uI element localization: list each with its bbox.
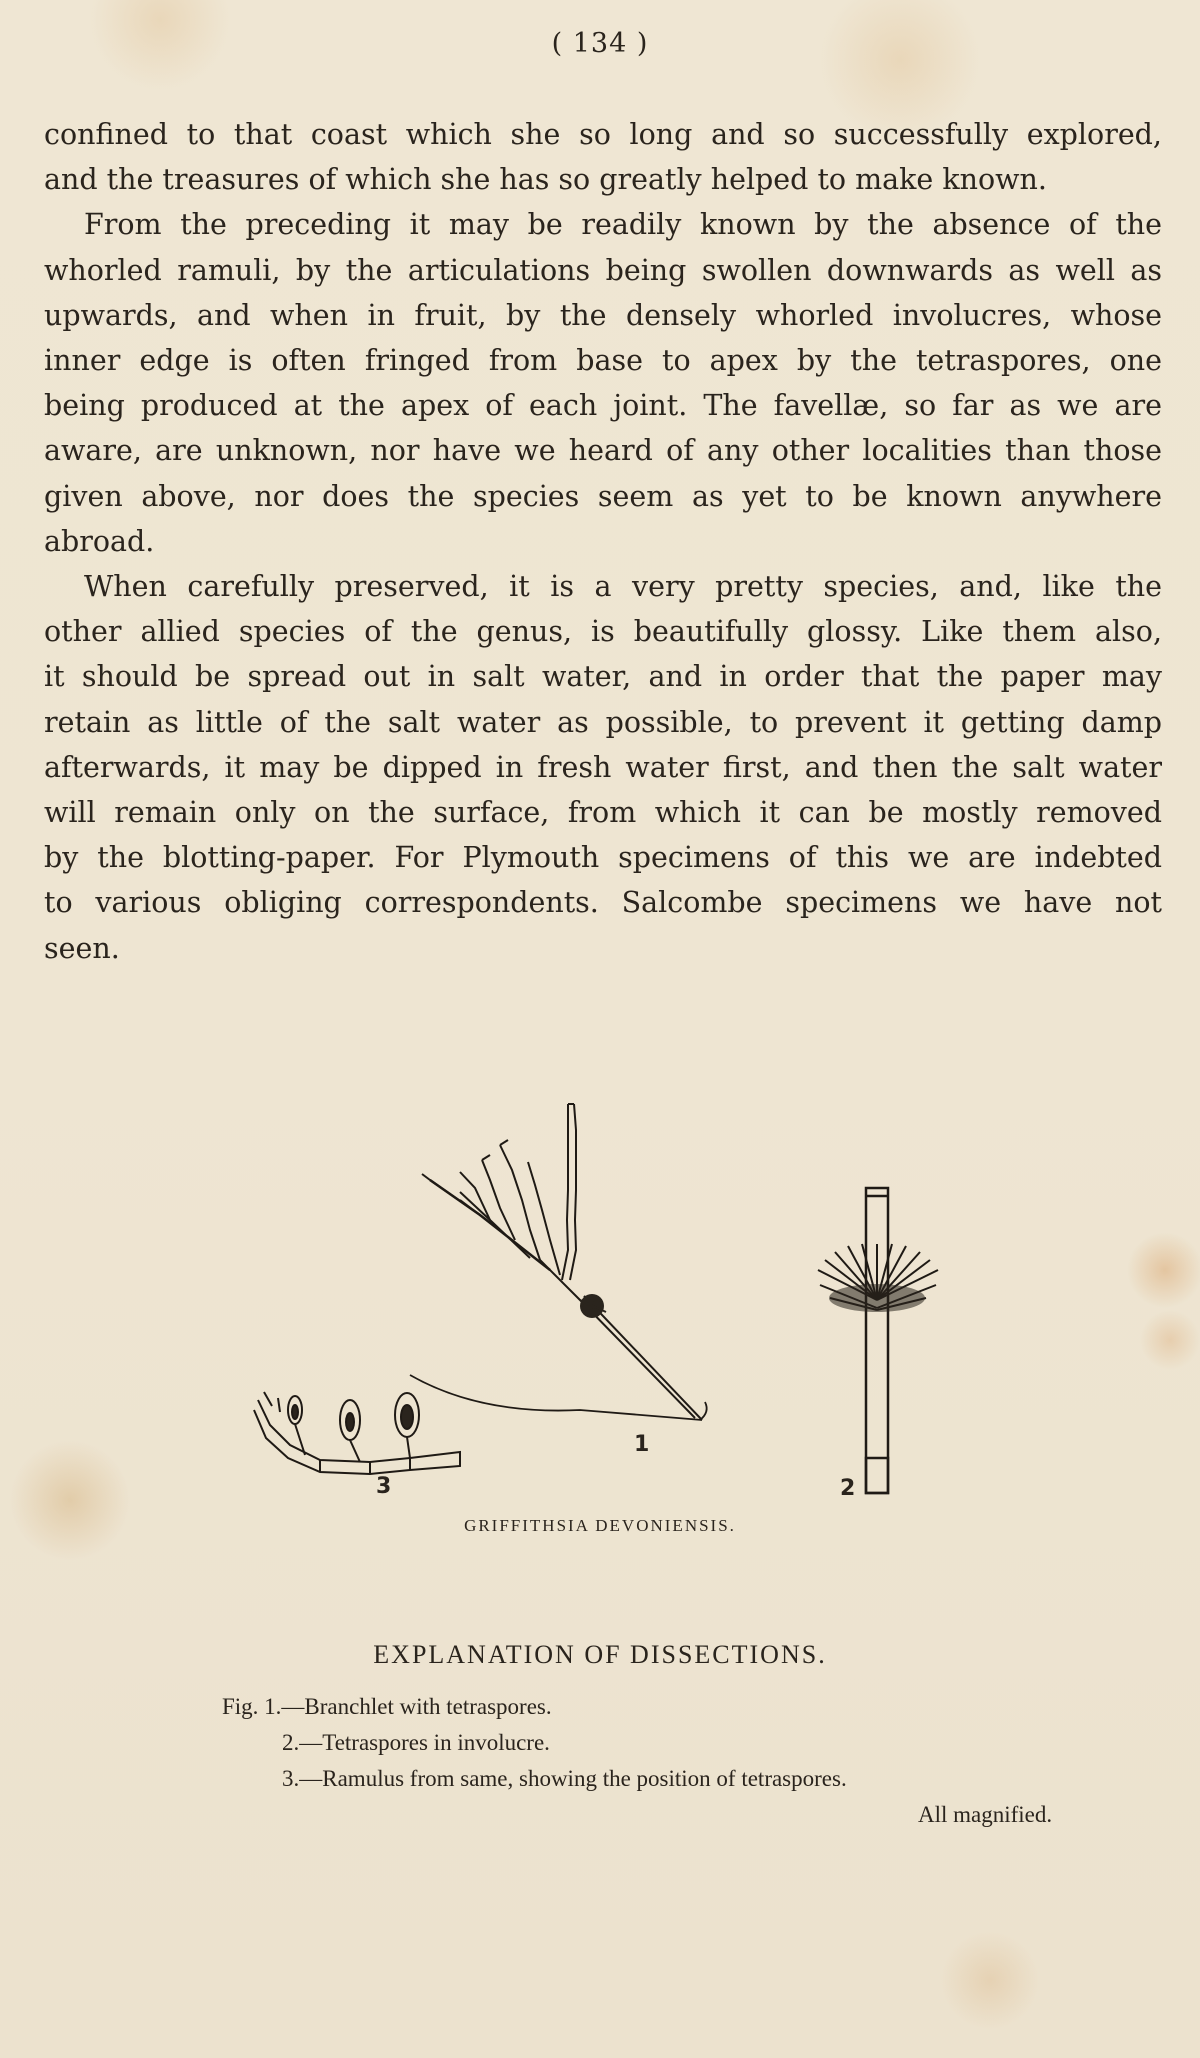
text-line: afterwards, it may be dipped in fresh water first, and then the salt water [44, 750, 1162, 784]
paragraph-2-line [44, 474, 1162, 519]
paragraph-3-line [44, 880, 1162, 925]
paragraph-3-line [44, 609, 1162, 654]
figure-1-branchlet [410, 1104, 707, 1420]
paragraph-3-line [44, 700, 1162, 745]
paragraph-2-line [44, 293, 1162, 338]
text-line: it should be spread out in salt water, and in order that the paper may [44, 660, 1162, 694]
paragraph-3-line [44, 835, 1162, 880]
paragraph-2-line [44, 248, 1162, 293]
body-text [44, 112, 1162, 971]
explanation-item-1: Fig. 1.—Branchlet with tetraspores. [222, 1694, 552, 1719]
text-line: to various obliging correspondents. Salcombe specimens we have not [44, 886, 1162, 920]
text-line: From the preceding it may be readily known by the absence of the [84, 208, 1162, 242]
figure-2-involucre [818, 1188, 938, 1493]
figure-3-ramulus [254, 1392, 460, 1474]
figure-3-label: 3 [376, 1474, 392, 1499]
text-line: by the blotting-paper. For Plymouth specimens of this we are indebted [44, 841, 1162, 875]
figure-2-label: 2 [840, 1476, 856, 1501]
paragraph-1-end [44, 157, 1162, 202]
text-line: confined to that coast which she so long and so successfully explored, [44, 118, 1162, 151]
botanical-figure [250, 1060, 970, 1530]
text-line: upwards, and when in fruit, by the densely whorled involucres, whose [44, 298, 1162, 332]
text-line: whorled ramuli, by the articulations being swollen downwards as well as [44, 253, 1162, 287]
text-line: When carefully preserved, it is a very pretty species, and, like the [84, 570, 1162, 604]
paragraph-3-end [44, 926, 1162, 971]
text-line: will remain only on the surface, from which it can be mostly removed [44, 796, 1162, 830]
paragraph-3-line [44, 790, 1162, 835]
text-line: inner edge is often fringed from base to apex by the tetraspores, one [44, 344, 1162, 378]
text-line: other allied species of the genus, is beautifully glossy. Like them also, [44, 615, 1162, 649]
paragraph-3-line [44, 745, 1162, 790]
text-line: given above, nor does the species seem as yet to be known anywhere [44, 479, 1162, 513]
text-line: retain as little of the salt water as possible, to prevent it getting damp [44, 705, 1162, 739]
paragraph-2 [44, 202, 1162, 247]
paragraph-1 [44, 112, 1162, 157]
figure-caption: GRIFFITHSIA DEVONIENSIS. [464, 1516, 736, 1535]
text-line: and the treasures of which she has so greatly helped to make known. [44, 163, 1047, 197]
explanation-item-3: 3.—Ramulus from same, showing the position of tetraspores. [282, 1766, 847, 1791]
explanation-item-2: 2.—Tetraspores in involucre. [282, 1730, 550, 1755]
paragraph-2-line [44, 383, 1162, 428]
explanation-title: EXPLANATION OF DISSECTIONS. [373, 1640, 827, 1669]
figure-illustration [250, 1060, 970, 1530]
figure-1-label: 1 [634, 1432, 650, 1457]
paragraph-2-line [44, 338, 1162, 383]
page-number: ( 134 ) [551, 28, 649, 59]
paragraph-2-line [44, 428, 1162, 473]
text-line: aware, are unknown, nor have we heard of any other localities than those [44, 434, 1162, 468]
paragraph-3-line [44, 654, 1162, 699]
paragraph-2-end [44, 519, 1162, 564]
paragraph-3 [44, 564, 1162, 609]
text-line: seen. [44, 931, 120, 965]
text-line: being produced at the apex of each joint. The favellæ, so far as we are [44, 389, 1162, 423]
text-line: abroad. [44, 524, 155, 558]
explanation-note: All magnified. [918, 1802, 1053, 1827]
